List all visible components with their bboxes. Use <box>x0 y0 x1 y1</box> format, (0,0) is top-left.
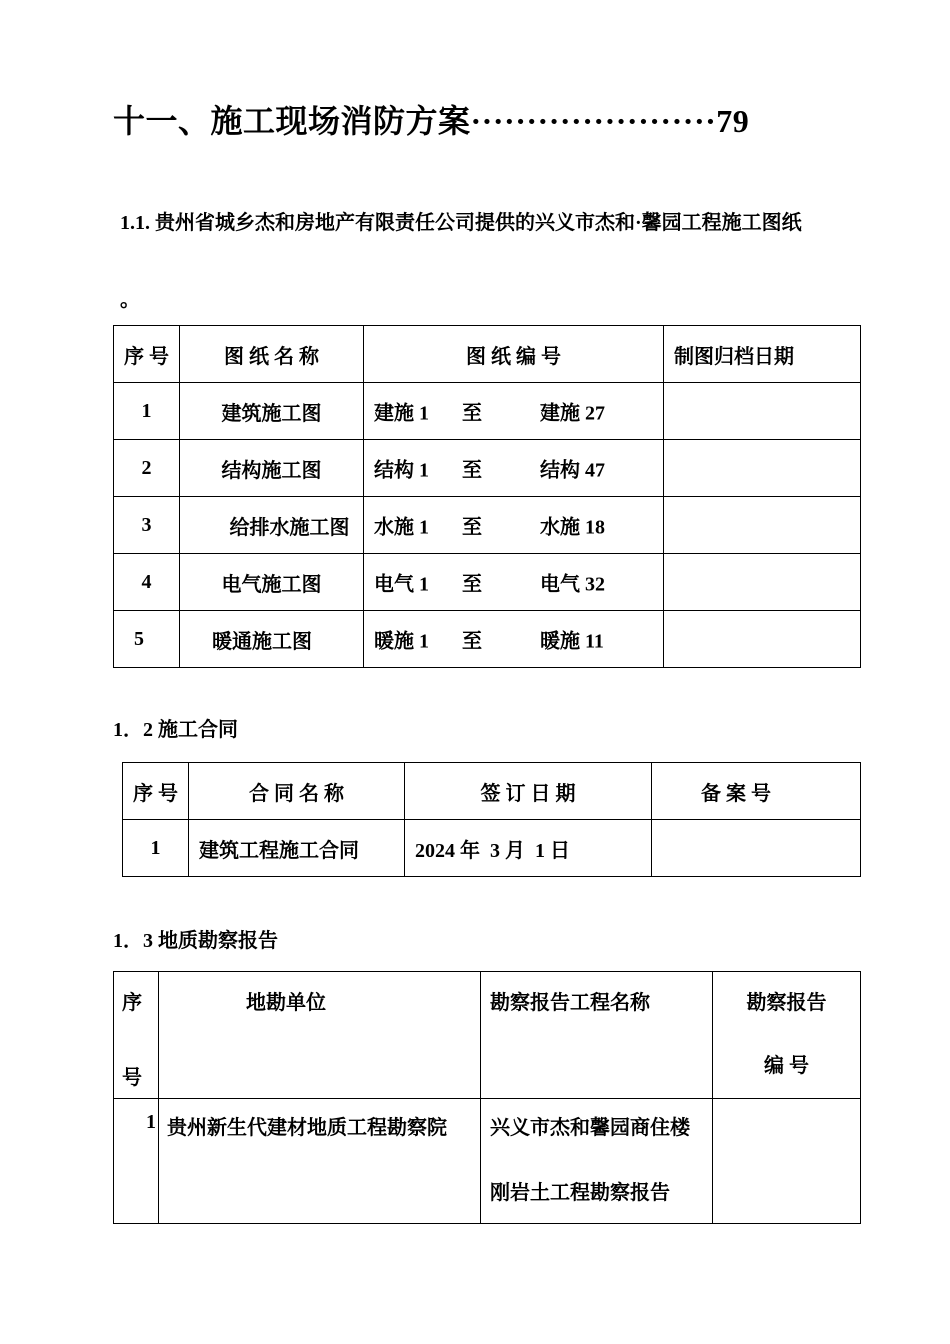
header-cell: 勘察报告 编 号 <box>713 972 861 1099</box>
survey-report-number <box>713 1099 861 1224</box>
header-cell: 勘察报告工程名称 <box>481 972 713 1099</box>
archive-date <box>664 497 861 554</box>
table-row <box>123 820 861 877</box>
header-cell: 图 纸 名 称 <box>180 326 364 383</box>
row-number: 1 <box>114 383 180 440</box>
section-1-3-heading: 1．3 地质勘察报告 <box>113 930 278 952</box>
row-number: 1 <box>123 820 189 877</box>
header-cell: 序 号 <box>123 763 189 820</box>
header-cell: 合 同 名 称 <box>189 763 405 820</box>
table-row <box>114 554 861 611</box>
table-row <box>114 497 861 554</box>
drawings-table <box>113 325 861 668</box>
section-1-1-heading-tail: 。 <box>120 289 140 311</box>
table-row <box>114 440 861 497</box>
header-cell: 序 号 <box>114 972 159 1099</box>
drawing-code: 暖施 1 至 暖施 11 <box>364 611 664 668</box>
archive-date <box>664 554 861 611</box>
table-row <box>114 383 861 440</box>
table-header-row <box>114 326 861 383</box>
archive-date <box>664 611 861 668</box>
toc-entry: 十一、施工现场消防方案······················79 <box>113 103 750 139</box>
row-number: 4 <box>114 554 180 611</box>
section-1-1-heading: 1.1. 贵州省城乡杰和房地产有限责任公司提供的兴义市杰和·馨园工程施工图纸 <box>120 212 802 234</box>
signing-date: 2024 年 3 月 1 日 <box>405 820 652 877</box>
section-1-2-heading: 1．2 施工合同 <box>113 719 238 741</box>
header-cell: 签 订 日 期 <box>405 763 652 820</box>
row-number: 3 <box>114 497 180 554</box>
header-cell: 制图归档日期 <box>664 326 861 383</box>
record-number <box>652 820 861 877</box>
drawing-name: 结构施工图 <box>180 440 364 497</box>
drawing-name: 建筑施工图 <box>180 383 364 440</box>
survey-project-name: 兴义市杰和馨园商住楼 刚岩土工程勘察报告 <box>481 1099 713 1224</box>
table-row <box>114 1099 861 1224</box>
drawing-name: 暖通施工图 <box>180 611 364 668</box>
drawing-code: 结构 1 至 结构 47 <box>364 440 664 497</box>
header-cell: 备 案 号 <box>652 763 861 820</box>
contract-table <box>122 762 861 877</box>
table-header-row <box>114 972 861 1099</box>
archive-date <box>664 440 861 497</box>
row-number: 5 <box>114 611 180 668</box>
header-cell: 图 纸 编 号 <box>364 326 664 383</box>
survey-unit: 贵州新生代建材地质工程勘察院 <box>159 1099 481 1224</box>
table-row <box>114 611 861 668</box>
table-header-row <box>123 763 861 820</box>
row-number: 1 <box>114 1099 159 1224</box>
drawing-code: 建施 1 至 建施 27 <box>364 383 664 440</box>
drawing-name: 电气施工图 <box>180 554 364 611</box>
drawing-code: 电气 1 至 电气 32 <box>364 554 664 611</box>
drawing-code: 水施 1 至 水施 18 <box>364 497 664 554</box>
row-number: 2 <box>114 440 180 497</box>
contract-name: 建筑工程施工合同 <box>189 820 405 877</box>
header-cell: 地勘单位 <box>159 972 481 1099</box>
archive-date <box>664 383 861 440</box>
drawing-name: 给排水施工图 <box>180 497 364 554</box>
header-cell: 序 号 <box>114 326 180 383</box>
survey-table <box>113 971 861 1224</box>
